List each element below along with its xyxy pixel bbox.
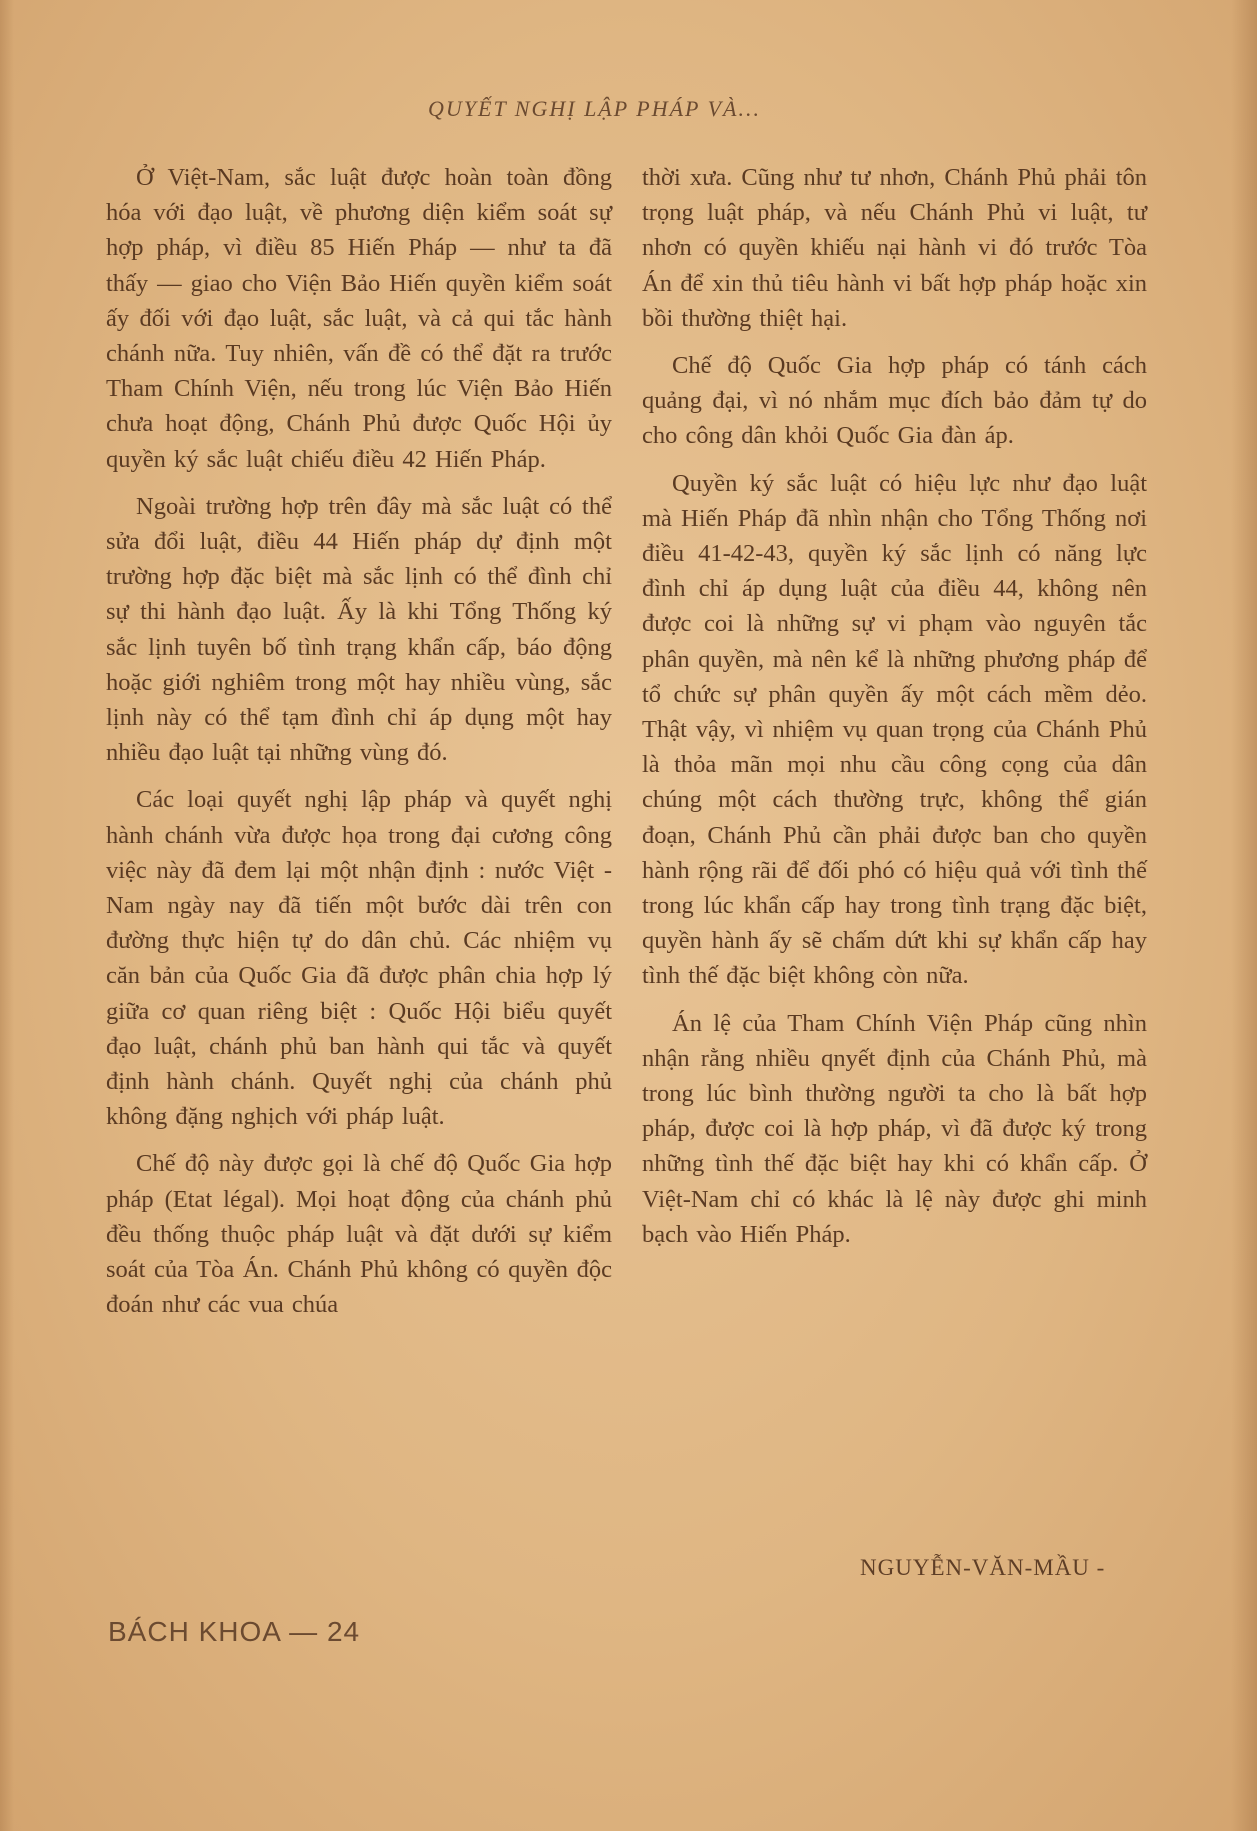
right-column bbox=[642, 160, 1147, 1264]
author-signature: NGUYỄN-VĂN-MẦU - bbox=[860, 1555, 1106, 1580]
paragraph: Ở Việt-Nam, sắc luật được hoàn toàn đồng hóa với đạo luật, về phương diện kiểm soát sự hợp pháp, vì điều 85 Hiến Pháp — như ta đã thấy — giao cho Viện Bảo Hiến quyền kiểm soát ấy đối với đạo luật, sắc luật, và cả qui tắc hành chánh nữa. Tuy nhiên, vấn đề có thể đặt ra trước Tham Chính Viện, nếu trong lúc Viện Bảo Hiến chưa hoạt động, Chánh Phủ được Quốc Hội ủy quyền ký sắc luật chiếu điều 42 Hiến Pháp. bbox=[106, 164, 612, 473]
paper-edge-left bbox=[0, 0, 14, 1831]
paragraph: Quyền ký sắc luật có hiệu lực như đạo luật mà Hiến Pháp đã nhìn nhận cho Tổng Thống nơi điều 41-42-43, quyền ký sắc lịnh có năng lực đình chỉ áp dụng luật của điều 44, không nên được coi là những sự vi phạm vào nguyên tắc phân quyền, mà nên kể là những phương pháp để tổ chức sự phân quyền ấy một cách mềm dẻo. Thật vậy, vì nhiệm vụ quan trọng của Chánh Phủ là thỏa mãn mọi nhu cầu công cọng của dân chúng một cách thường trực, không thể gián đoạn, Chánh Phủ cần phải được ban cho quyền hành rộng rãi để đối phó có hiệu quả với tình thế trong lúc khẩn cấp hay trong tình trạng đặc biệt, quyền hành ấy sẽ chấm dứt khi sự khẩn cấp hay tình thế đặc biệt không còn nữa. bbox=[642, 469, 1147, 990]
paragraph: Các loại quyết nghị lập pháp và quyết nghị hành chánh vừa được họa trong đại cương công việc này đã đem lại một nhận định : nước Việt - Nam ngày nay đã tiến một bước dài trên con đường thực hiện tự do dân chủ. Các nhiệm vụ căn bản của Quốc Gia đã được phân chia hợp lý giữa cơ quan riêng biệt : Quốc Hội biểu quyết đạo luật, chánh phủ ban hành qui tắc và quyết định hành chánh. Quyết nghị của chánh phủ không đặng nghịch với pháp luật. bbox=[106, 786, 612, 1131]
left-column bbox=[106, 160, 612, 1335]
paragraph: thời xưa. Cũng như tư nhơn, Chánh Phủ phải tôn trọng luật pháp, và nếu Chánh Phủ vi luật, tư nhơn có quyền khiếu nại hành vi đó trước Tòa Án để xin thủ tiêu hành vi bất hợp pháp hoặc xin bồi thường thiệt hại. bbox=[642, 164, 1147, 332]
paragraph: Án lệ của Tham Chính Viện Pháp cũng nhìn nhận rằng nhiều qnyết định của Chánh Phủ, mà trong lúc bình thường người ta cho là bất hợp pháp, được coi là hợp pháp, vì đã được ký trong những tình thế đặc biệt hay khi có khẩn cấp. Ở Việt-Nam chỉ có khác là lệ này được ghi minh bạch vào Hiến Pháp. bbox=[642, 1009, 1147, 1248]
paper-edge-right bbox=[1231, 0, 1257, 1831]
paragraph: Chế độ Quốc Gia hợp pháp có tánh cách quảng đại, vì nó nhắm mục đích bảo đảm tự do cho công dân khỏi Quốc Gia đàn áp. bbox=[642, 352, 1147, 450]
paragraph: Ngoài trường hợp trên đây mà sắc luật có thể sửa đổi luật, điều 44 Hiến pháp dự định một trường hợp đặc biệt mà sắc lịnh có thể đình chỉ sự thi hành đạo luật. Ấy là khi Tổng Thống ký sắc lịnh tuyên bố tình trạng khẩn cấp, báo động hoặc giới nghiêm trong một hay nhiều vùng, sắc lịnh này có thể tạm đình chỉ áp dụng một hay nhiều đạo luật tại những vùng đó. bbox=[106, 492, 612, 767]
page-footer: BÁCH KHOA — 24 bbox=[108, 1616, 361, 1647]
running-head: QUYẾT NGHỊ LẬP PHÁP VÀ... bbox=[428, 96, 761, 121]
paragraph: Chế độ này được gọi là chế độ Quốc Gia hợp pháp (Etat légal). Mọi hoạt động của chánh phủ đều thống thuộc pháp luật và đặt dưới sự kiểm soát của Tòa Án. Chánh Phủ không có quyền độc đoán như các vua chúa bbox=[106, 1150, 612, 1319]
